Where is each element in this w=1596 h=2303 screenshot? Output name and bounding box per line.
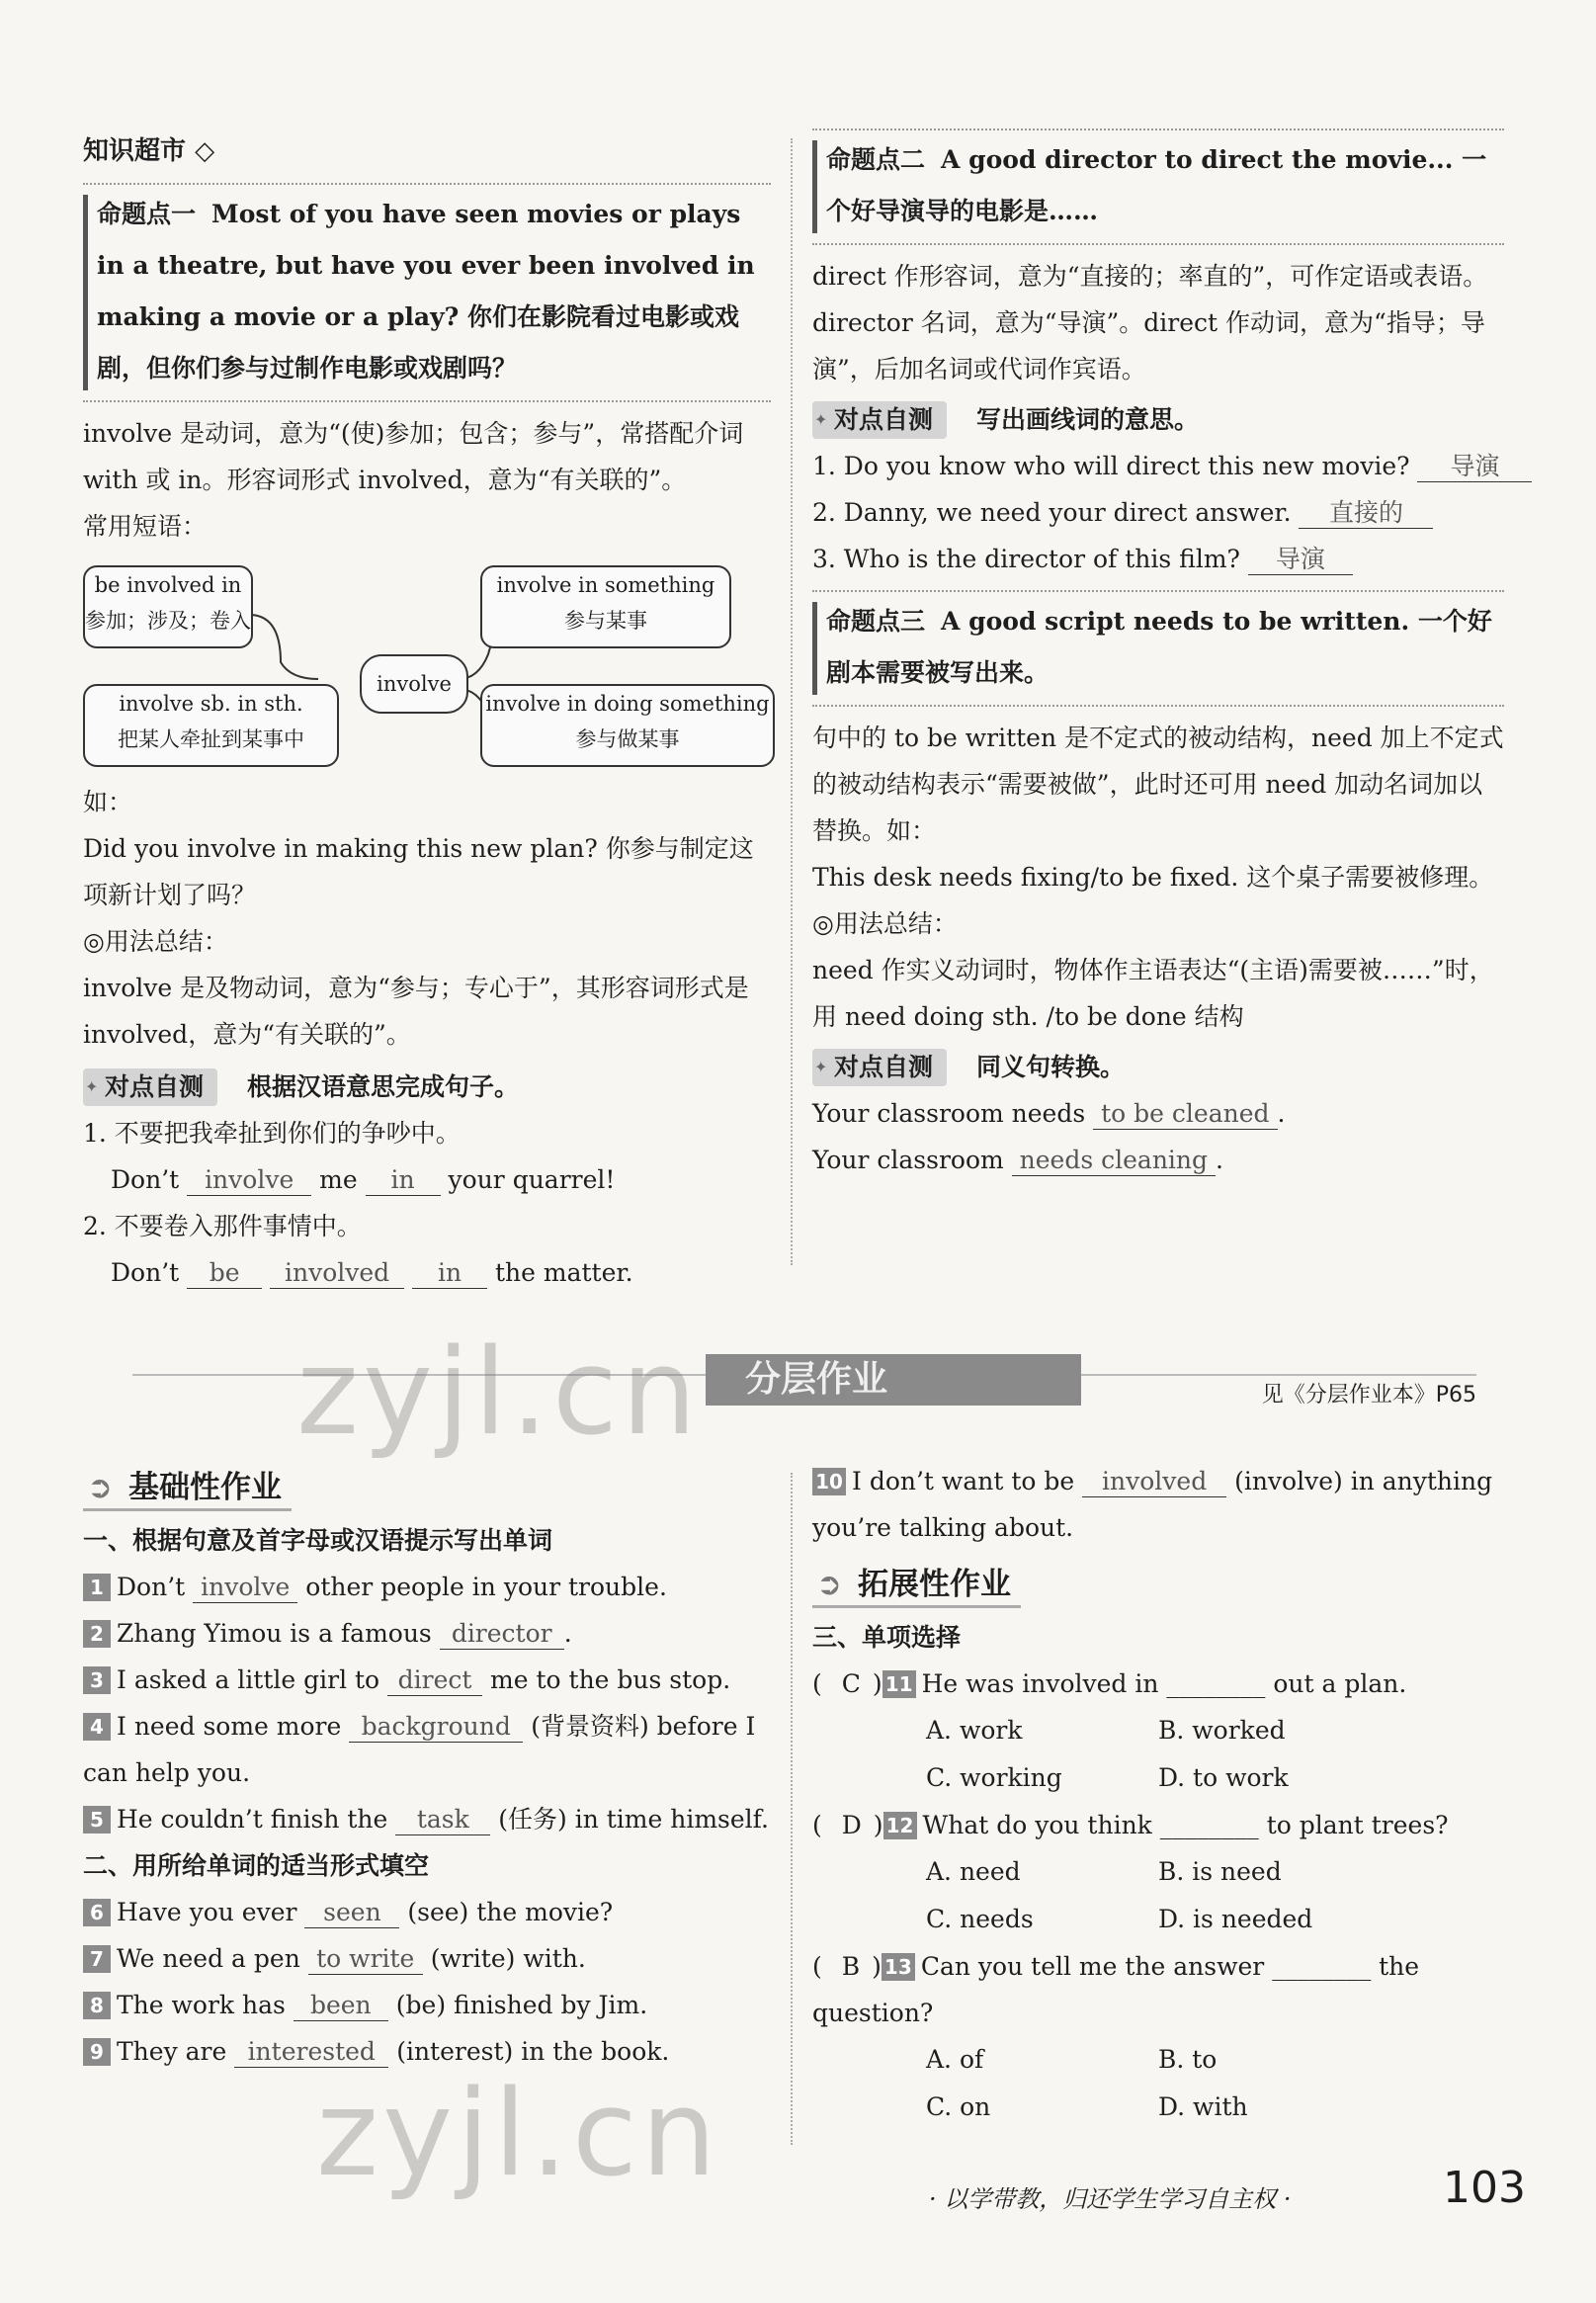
- mc-question-12: ( D ) 12 What do you think ________ to plant trees?: [812, 1802, 1504, 1848]
- part3-title: 三、单项选择: [812, 1623, 962, 1652]
- right-question-1: 1. Do you know who will direct this new movie? 导演: [812, 443, 1504, 489]
- mc-question-13: ( B ) 13 Can you tell me the answer ________ the question?: [812, 1943, 1504, 2036]
- answer-12[interactable]: D: [841, 1811, 862, 1839]
- item-7: 7 We need a pen to write (write) with.: [83, 1935, 775, 1982]
- right-column: [812, 128, 1504, 1183]
- mc-options-11a: [812, 1707, 1504, 1754]
- mc-question-11: ( C ) 11 He was involved in ________ out a plan.: [812, 1661, 1504, 1707]
- option-13-c[interactable]: C. on: [926, 2092, 991, 2121]
- point2-text: A good director to direct the movie... 一个好导演导的电影是……: [826, 145, 1487, 225]
- point1-label: 命题点一: [97, 200, 197, 228]
- watermark-top: zyjl.cn: [296, 1324, 701, 1462]
- rewrite-1: Your classroom needs to be cleaned .: [812, 1099, 1286, 1128]
- self-test-instruction: 根据汉语意思完成句子。: [247, 1072, 520, 1101]
- involve-mindmap: [83, 555, 771, 773]
- blank-zhijiede[interactable]: 直接的: [1299, 498, 1433, 529]
- blank-item-4[interactable]: background: [349, 1712, 523, 1743]
- option-12-d[interactable]: D. is needed: [1158, 1905, 1313, 1933]
- self-test-badge: ✦ 对点自测: [83, 1068, 217, 1106]
- blank-item-8[interactable]: been: [294, 1991, 388, 2021]
- mindmap-node-involve-in-doing: involve in doing something 参与做某事: [480, 684, 775, 767]
- option-11-a[interactable]: A. work: [926, 1716, 1023, 1745]
- option-11-b[interactable]: B. worked: [1158, 1716, 1286, 1745]
- self-test-3-badge: ✦ 对点自测: [812, 1049, 947, 1086]
- summary-text: involve 是及物动词，意为“参与；专心于”，其形容词形式是 involved，意为“有关联的”。: [83, 974, 749, 1049]
- option-12-a[interactable]: A. need: [926, 1857, 1021, 1886]
- answer-13[interactable]: B: [841, 1952, 861, 1981]
- example-label: 如：: [83, 788, 133, 816]
- mc-options-13b: [812, 2084, 1504, 2131]
- left-question-2: 2. 不要卷入那件事情中。: [83, 1212, 362, 1240]
- self-test-header: [83, 1064, 771, 1110]
- example-sentence: Did you involve in making this new plan? 你参与制定这项新计划了吗？: [83, 834, 754, 909]
- left-question-1: 1. 不要把我牵扯到你们的争吵中。: [83, 1119, 461, 1148]
- blank-item-6[interactable]: seen: [304, 1898, 399, 1928]
- item-10: 10 I don’t want to be involved (involve) in anything you’re talking about.: [812, 1467, 1493, 1542]
- blank-be[interactable]: be: [187, 1258, 262, 1289]
- item-6: 6 Have you ever seen (see) the movie?: [83, 1889, 775, 1935]
- item-4: 4 I need some more background (背景资料) before I can help you.: [83, 1712, 756, 1787]
- footer-motto: · 以学带教，归还学生学习自主权 ·: [929, 2185, 1292, 2213]
- option-11-c[interactable]: C. working: [926, 1763, 1062, 1792]
- extended-homework-title: ➲ 拓展性作业: [812, 1555, 1011, 1614]
- left-column: [83, 128, 771, 1296]
- item-5: 5 He couldn’t finish the task (任务) in time himself.: [83, 1796, 775, 1842]
- direct-explanation: direct 作形容词，意为“直接的；率直的”，可作定语或表语。director 名词，意为“导演”。direct 作动词，意为“指导；导演”，后加名词或代词作宾语。: [812, 262, 1488, 384]
- need-explanation: 句中的 to be written 是不定式的被动结构，need 加上不定式的被动结构表示“需要被做”，此时还可用 need 加动名词加以替换。如：: [812, 724, 1504, 845]
- point3-text: A good script needs to be written. 一个好剧本需要被写出来。: [826, 607, 1492, 687]
- self-test-2-badge: ✦ 对点自测: [812, 401, 947, 439]
- left-answer-2: Don’t be involved in the matter.: [111, 1258, 633, 1287]
- self-test-2-instruction: 写出画线词的意思。: [976, 405, 1200, 434]
- mindmap-node-involve-sb-in-sth: involve sb. in sth. 把某人牵扯到某事中: [83, 684, 339, 767]
- banner-reference: 见《分层作业本》P65: [1261, 1383, 1476, 1407]
- point2-label: 命题点二: [826, 145, 926, 174]
- point2-heading: [812, 128, 1504, 245]
- involve-explanation: involve 是动词，意为“(使)参加；包含；参与”，常搭配介词 with 或 in。形容词形式 involved，意为“有关联的”。: [83, 419, 744, 494]
- basic-homework: [83, 1458, 775, 2075]
- option-12-b[interactable]: B. is need: [1158, 1857, 1282, 1886]
- option-13-d[interactable]: D. with: [1158, 2092, 1248, 2121]
- blank-daoyan-2[interactable]: 导演: [1248, 545, 1353, 575]
- right-summary-text: need 作实义动词时，物体作主语表达“(主语)需要被……”时，用 need doing sth. /to be done 结构: [812, 956, 1494, 1031]
- blank-in-2[interactable]: in: [412, 1258, 487, 1289]
- point1-heading: [83, 183, 771, 402]
- mindmap-node-be-involved-in: be involved in 参加；涉及；卷入: [83, 565, 253, 648]
- mc-options-13a: [812, 2036, 1504, 2084]
- blank-in[interactable]: in: [366, 1165, 441, 1196]
- mc-options-11b: [812, 1754, 1504, 1802]
- item-2: 2 Zhang Yimou is a famous director .: [83, 1610, 775, 1657]
- banner-title: 分层作业: [706, 1354, 1081, 1406]
- self-test-3-instruction: 同义句转换。: [976, 1053, 1126, 1081]
- basic-homework-title: ➲ 基础性作业: [83, 1458, 282, 1517]
- blank-item-1[interactable]: involve: [193, 1573, 297, 1603]
- summary-label: ◎用法总结：: [83, 927, 228, 956]
- blank-item-2[interactable]: director: [440, 1619, 564, 1650]
- item-8: 8 The work has been (be) finished by Jim.: [83, 1982, 775, 2028]
- self-test-2-header: [812, 396, 1504, 443]
- blank-item-10[interactable]: involved: [1082, 1467, 1226, 1497]
- page-number: 103: [1443, 2163, 1526, 2213]
- mindmap-node-involve-in-something: involve in something 参与某事: [480, 565, 731, 648]
- blank-to-be-cleaned[interactable]: to be cleaned: [1093, 1099, 1277, 1130]
- option-11-d[interactable]: D. to work: [1158, 1763, 1289, 1792]
- right-summary-label: ◎用法总结：: [812, 909, 958, 938]
- blank-item-5[interactable]: task: [395, 1805, 490, 1835]
- point1-text: Most of you have seen movies or plays in a theatre, but have you ever been involved in making a movie or a play? 你们在影院看过电影或戏剧，但你们参与过制作电影或戏剧吗？: [97, 200, 755, 383]
- item-1: 1 Don’t involve other people in your trouble.: [83, 1564, 775, 1610]
- left-answer-1: Don’t involve me in your quarrel!: [111, 1165, 616, 1194]
- blank-daoyan-1[interactable]: 导演: [1417, 452, 1532, 482]
- phrases-label: 常用短语：: [83, 512, 208, 541]
- blank-item-9[interactable]: interested: [234, 2037, 388, 2068]
- option-13-b[interactable]: B. to: [1158, 2045, 1218, 2074]
- self-test-3-header: [812, 1044, 1504, 1090]
- point3-label: 命题点三: [826, 607, 926, 636]
- watermark-bottom: zyjl.cn: [316, 2066, 720, 2203]
- mc-options-12a: [812, 1848, 1504, 1896]
- item-3: 3 I asked a little girl to direct me to the bus stop.: [83, 1657, 775, 1703]
- rewrite-2: Your classroom needs cleaning .: [812, 1146, 1223, 1174]
- extended-homework: [812, 1458, 1504, 2131]
- right-question-3: 3. Who is the director of this film? 导演: [812, 536, 1504, 582]
- part2-title: 二、用所给单词的适当形式填空: [83, 1851, 430, 1880]
- answer-11[interactable]: C: [841, 1669, 861, 1698]
- part1-title: 一、根据句意及首字母或汉语提示写出单词: [83, 1526, 553, 1555]
- option-13-a[interactable]: A. of: [926, 2045, 984, 2074]
- option-12-c[interactable]: C. needs: [926, 1905, 1034, 1933]
- right-question-2: 2. Danny, we need your direct answer. 直接的: [812, 489, 1504, 536]
- column-divider-lower: [791, 1473, 793, 2145]
- point3-heading: [812, 590, 1504, 707]
- section-title: 知识超市 ◇: [83, 136, 215, 166]
- need-example: This desk needs fixing/to be fixed. 这个桌子需要被修理。: [812, 863, 1494, 892]
- blank-item-3[interactable]: direct: [387, 1665, 482, 1696]
- blank-item-7[interactable]: to write: [308, 1944, 423, 1975]
- column-divider: [791, 138, 793, 1265]
- item-9: 9 They are interested (interest) in the book.: [83, 2028, 775, 2075]
- mc-options-12b: [812, 1896, 1504, 1943]
- blank-involve[interactable]: involve: [187, 1165, 311, 1196]
- mindmap-center-involve: involve: [360, 654, 468, 714]
- blank-involved[interactable]: involved: [270, 1258, 404, 1289]
- blank-needs-cleaning[interactable]: needs cleaning: [1012, 1146, 1216, 1176]
